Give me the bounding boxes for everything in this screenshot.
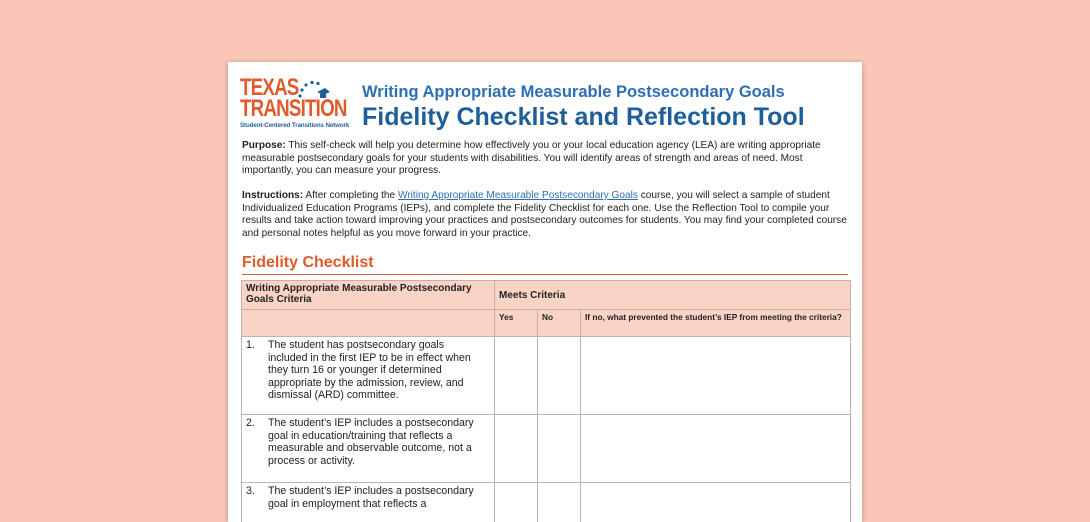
table-header-row xyxy=(242,281,851,310)
logo-tagline: Student-Centered Transitions Network xyxy=(240,122,349,129)
reason-cell[interactable] xyxy=(581,483,851,522)
criteria-header: Writing Appropriate Measurable Postsecondary Goals Criteria xyxy=(242,281,495,310)
criteria-text: The student’s IEP includes a postsecondary goal in education/training that reflects a measurable and observable outcome, not a process or activity. xyxy=(268,417,486,467)
criteria-text: The student’s IEP includes a postsecondary goal in employment that reflects a xyxy=(268,485,486,510)
row-number: 2. xyxy=(246,417,268,430)
yes-cell[interactable] xyxy=(495,337,538,415)
instructions-text-before: After completing the xyxy=(303,190,398,201)
document-subtitle: Writing Appropriate Measurable Postsecondary Goals xyxy=(362,82,805,102)
document-header xyxy=(240,76,850,136)
criteria-text: The student has postsecondary goals included in the first IEP to be in effect when they turn 16 or younger if determined appropriate by the admission, review, and dismissal (ARD) committee. xyxy=(268,339,486,402)
title-block xyxy=(362,82,805,132)
texas-transition-logo xyxy=(240,76,350,132)
instructions-text-after: course, you will select a sample of student Individualized Education Programs (IEPs), and complete the Fidelity Checklist for each one. Use the Reflection Tool to compile your results and take action toward improving your practices and postsecondary outcomes for students. You may find your completed course and personal notes helpful as you move forward in your practice. xyxy=(242,190,847,239)
row-number: 3. xyxy=(246,485,268,498)
yes-cell[interactable] xyxy=(495,415,538,483)
reason-header: If no, what prevented the student’s IEP from meeting the criteria? xyxy=(581,310,851,337)
purpose-paragraph xyxy=(242,140,852,178)
meets-criteria-header: Meets Criteria xyxy=(495,281,851,310)
logo-line-2: TRANSITION xyxy=(240,96,347,122)
criteria-subheader-blank xyxy=(242,310,495,337)
course-link[interactable]: Writing Appropriate Measurable Postsecondary Goals xyxy=(398,190,638,201)
reason-cell[interactable] xyxy=(581,415,851,483)
instructions-label: Instructions: xyxy=(242,190,303,201)
table-row xyxy=(242,415,851,483)
criteria-cell xyxy=(242,337,495,415)
criteria-cell xyxy=(242,415,495,483)
no-cell[interactable] xyxy=(538,415,581,483)
no-header: No xyxy=(538,310,581,337)
table-row xyxy=(242,483,851,522)
row-number: 1. xyxy=(246,339,268,352)
logo-line-1: TEXAS xyxy=(240,76,299,100)
reason-cell[interactable] xyxy=(581,337,851,415)
yes-header: Yes xyxy=(495,310,538,337)
fidelity-checklist-table xyxy=(241,280,851,522)
section-heading: Fidelity Checklist xyxy=(242,253,848,275)
no-cell[interactable] xyxy=(538,337,581,415)
purpose-label: Purpose: xyxy=(242,140,286,151)
yes-cell[interactable] xyxy=(495,483,538,522)
instructions-paragraph xyxy=(242,190,852,240)
table-row xyxy=(242,337,851,415)
criteria-cell xyxy=(242,483,495,522)
document-title: Fidelity Checklist and Reflection Tool xyxy=(362,102,805,132)
purpose-text: This self-check will help you determine how effectively you or your local education agency (LEA) are writing appropriate measurable postsecondary goals for your students with disabilities. You will identify areas of strength and areas of need. Most importantly, you can measure your progress. xyxy=(242,140,821,176)
table-subheader-row xyxy=(242,310,851,337)
no-cell[interactable] xyxy=(538,483,581,522)
document-page xyxy=(228,62,862,522)
